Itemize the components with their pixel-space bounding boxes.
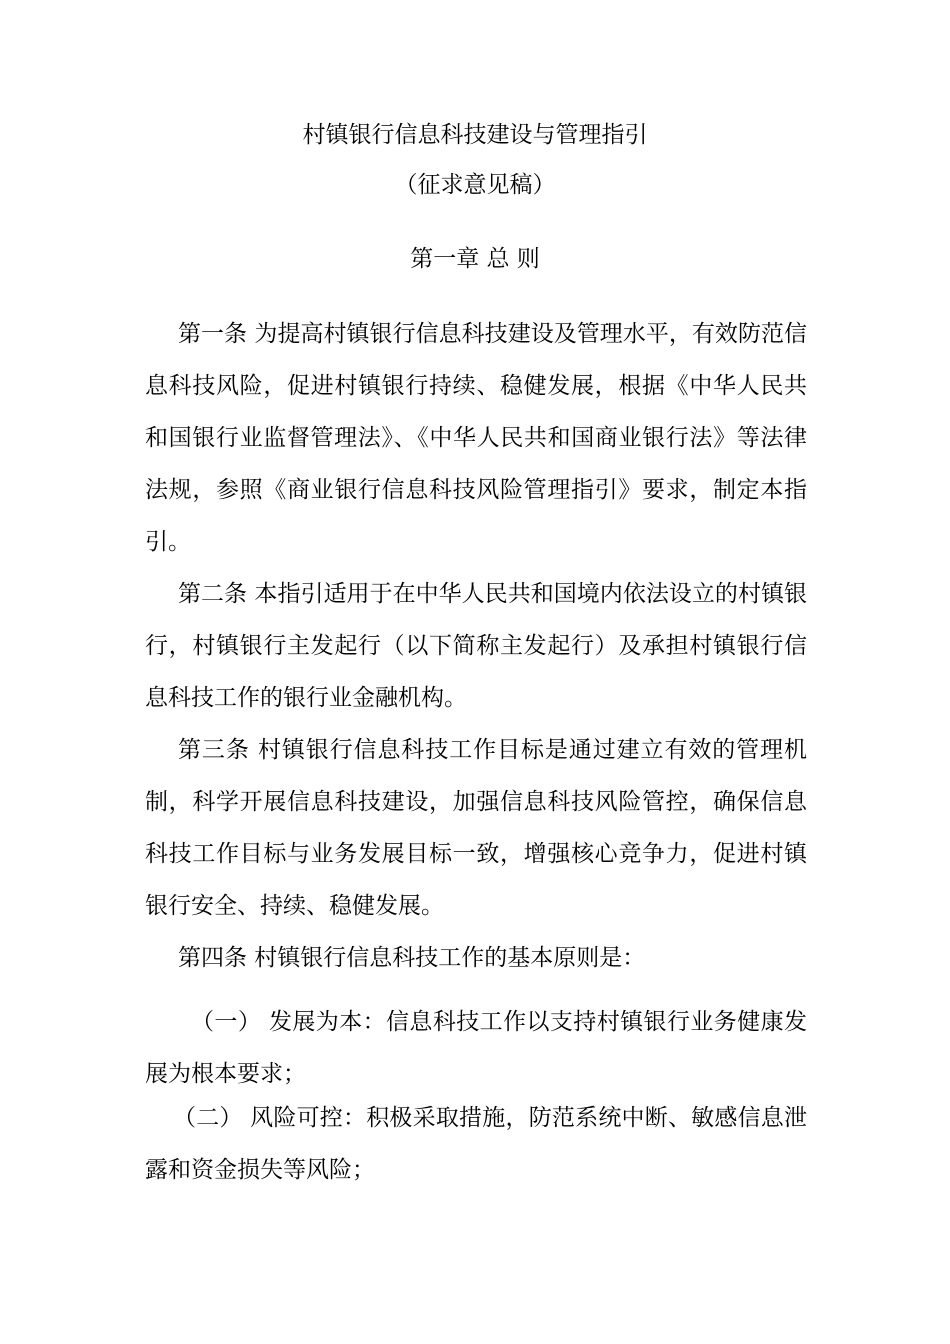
article-label: 第一条 [178, 321, 248, 347]
article-1 [145, 308, 807, 568]
article-label: 第四条 [178, 945, 247, 971]
principle-label: （二） [173, 1105, 243, 1131]
article-3 [145, 724, 807, 932]
article-text: 本指引适用于在中华人民共和国境内依法设立的村镇银行，村镇银行主发起行（以下简称主发起行）及承担村镇银行信息科技工作的银行业金融机构。 [145, 581, 808, 711]
principle-text: 发展为本：信息科技工作以支持村镇银行业务健康发展为根本要求； [145, 1009, 807, 1087]
article-4 [145, 932, 807, 984]
document-subtitle: （征求意见稿） [394, 172, 556, 198]
article-label: 第二条 [178, 581, 248, 607]
article-text: 村镇银行信息科技工作目标是通过建立有效的管理机制，科学开展信息科技建设，加强信息科技风险管控，确保信息科技工作目标与业务发展目标一致，增强核心竞争力，促进村镇银行安全、持续、稳健发展。 [145, 737, 807, 919]
principle-1 [145, 996, 807, 1100]
article-text: 村镇银行信息科技工作的基本原则是： [247, 945, 646, 971]
chapter-heading: 第一章 总 则 [410, 246, 540, 272]
document-title: 村镇银行信息科技建设与管理指引 [302, 122, 648, 148]
article-label: 第三条 [178, 737, 250, 763]
article-text: 为提高村镇银行信息科技建设及管理水平，有效防范信息科技风险，促进村镇银行持续、稳健发展，根据《中华人民共和国银行业监督管理法》、《中华人民共和国商业银行法》等法律法规，参照《商业银行信息科技风险管理指引》要求，制定本指引。 [145, 321, 808, 555]
article-2 [145, 568, 807, 724]
principle-label: （一） [191, 1009, 262, 1035]
principle-text: 风险可控：积极采取措施，防范系统中断、敏感信息泄露和资金损失等风险； [145, 1105, 808, 1183]
principle-2 [145, 1092, 807, 1196]
